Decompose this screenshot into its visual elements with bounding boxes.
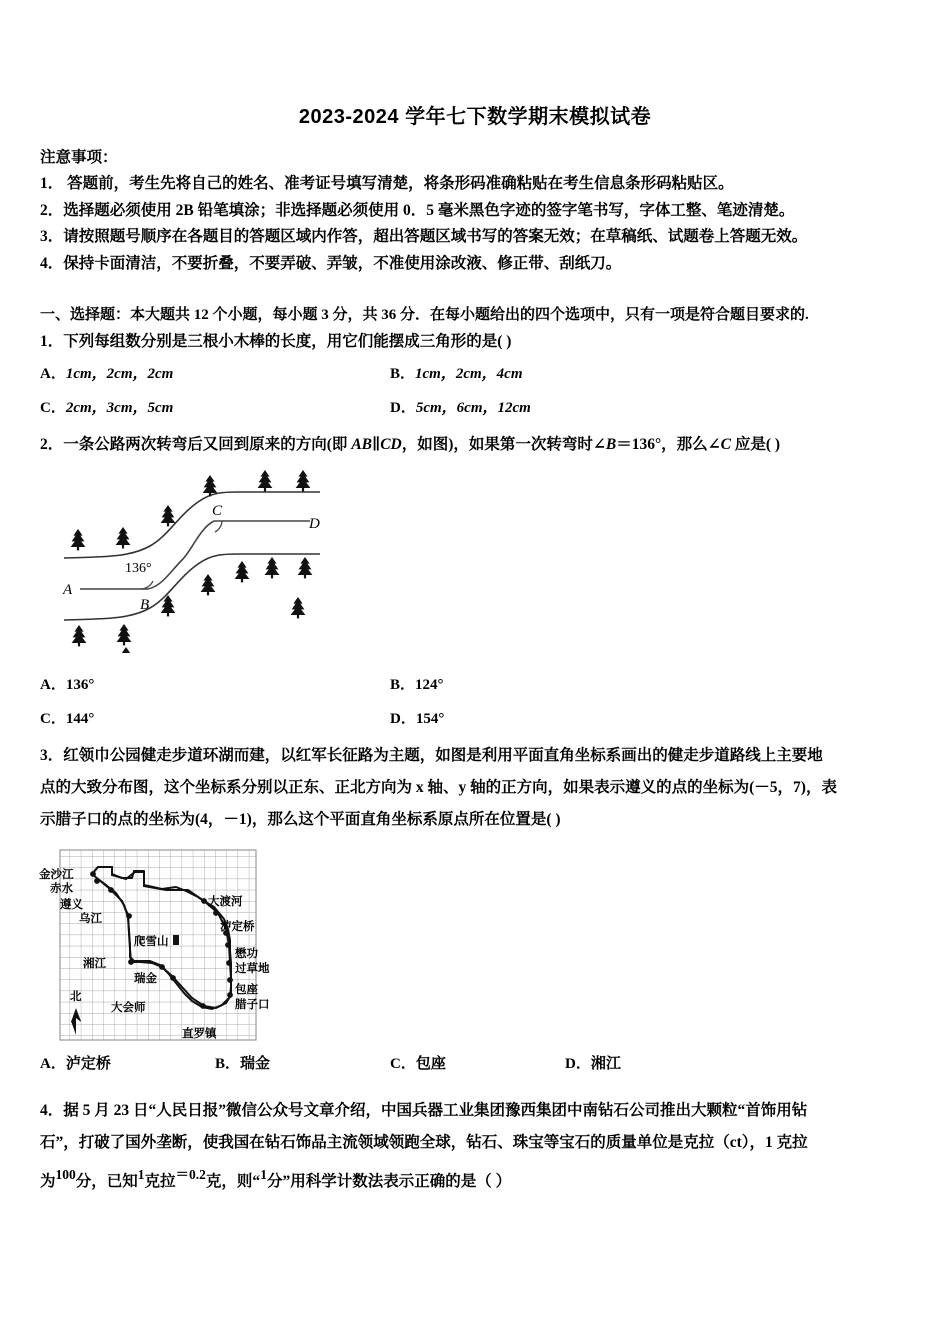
map-label-maogong: 懋功	[235, 948, 258, 960]
map-label-baozuo: 包座	[235, 984, 258, 996]
map-label-guocaodi: 过草地	[235, 963, 270, 975]
q3-line-2	[40, 772, 935, 804]
option-1-A[interactable]	[40, 357, 390, 391]
question-1-options	[40, 357, 740, 425]
question-1-text: 下列每组数分别是三根小木棒的长度，用它们能摆成三角形的是( )	[63, 333, 512, 350]
map-label-zhiluozhen: 直罗镇	[182, 1028, 217, 1040]
option-text: 136°	[65, 677, 95, 693]
q2-part-c: ＝136°，那么∠	[616, 436, 721, 453]
q4-p4: 克，则“	[205, 1173, 261, 1190]
option-2-B[interactable]	[390, 668, 740, 702]
question-1-number: 1．	[40, 333, 64, 350]
notice-item-4: 4．保持卡面清洁，不要折叠，不要弄破、弄皱，不准使用涂改液、修正带、刮纸刀。	[40, 254, 622, 272]
option-label: A．	[40, 1056, 66, 1072]
option-text: 包座	[415, 1056, 446, 1072]
notice-block	[40, 145, 920, 277]
option-label: C．	[390, 1056, 416, 1072]
option-text: 144°	[65, 711, 95, 727]
question-4-number: 4．	[40, 1102, 64, 1119]
option-text: 1cm，2cm，2cm	[65, 366, 174, 382]
map-label-wujiang: 乌江	[79, 913, 102, 925]
page-title: 2023-2024 学年七下数学期末模拟试卷	[298, 106, 652, 128]
question-1-stem	[40, 327, 930, 357]
option-label: C．	[40, 400, 66, 416]
q4-text-2: 石”，打破了国外垄断，使我国在钻石饰品主流领域领跑全球，钻石、珠宝等宝石的质量单位是克拉（ct），1 克拉	[40, 1134, 808, 1151]
option-label: D．	[390, 711, 416, 727]
option-3-D[interactable]	[565, 1052, 621, 1073]
question-2-options	[40, 668, 740, 736]
q3-text-3: 示腊子口的点的坐标为(4，－1)，那么这个平面直角坐标系原点所在位置是( )	[40, 811, 561, 828]
long-march-grid-map	[36, 845, 286, 1045]
option-text: 5cm，6cm，12cm	[415, 400, 531, 416]
svg-text:D: D	[309, 516, 320, 532]
option-label: B．	[390, 677, 416, 693]
option-3-C[interactable]	[390, 1052, 565, 1073]
q4-p3: 克拉	[144, 1173, 176, 1190]
option-row	[40, 391, 740, 425]
q4-line-3	[40, 1159, 935, 1205]
map-label-ludingqiao: 泸定桥	[220, 921, 255, 933]
option-3-A[interactable]	[40, 1052, 215, 1073]
option-text: 124°	[415, 677, 444, 693]
q3-line-3	[40, 804, 935, 836]
q3-text-1: 红领巾公园健走步道环湖而建，以红军长征路为主题，如图是利用平面直角坐标系画出的健走步道路线上主要地	[63, 747, 823, 764]
option-1-D[interactable]	[390, 391, 740, 425]
q4-text-1: 据 5 月 23 日“人民日报”微信公众号文章介绍，中国兵器工业集团豫西集团中南钻石公司推出大颗粒“首饰用钻	[63, 1102, 808, 1119]
option-text: 154°	[415, 711, 445, 727]
map-label-ruijin: 瑞金	[134, 973, 157, 985]
q4-line-1	[40, 1095, 935, 1127]
option-label: B．	[390, 366, 416, 382]
option-label: A．	[40, 366, 66, 382]
option-row	[40, 357, 740, 391]
map-label-jinshajiang: 金沙江	[39, 869, 74, 881]
q4-line-2	[40, 1127, 935, 1159]
option-1-C[interactable]	[40, 391, 390, 425]
q4-sup-100: 100	[55, 1167, 76, 1182]
q4-p5: 分”用科学计数法表示正确的是（ ）	[266, 1173, 512, 1190]
option-label: A．	[40, 677, 66, 693]
question-4-stem	[40, 1095, 935, 1205]
q2-part-d: 应是( )	[731, 436, 781, 453]
notice-item-1: 1． 答题前，考生先将自己的姓名、准考证号填写清楚，将条形码准确粘贴在考生信息条形码粘贴区。	[40, 175, 734, 192]
q2-italic-c: C	[720, 436, 732, 453]
map-label-dahuishi: 大会师	[111, 1002, 146, 1014]
q4-sup-eq02: ＝0.2	[175, 1167, 206, 1182]
option-label: D．	[565, 1056, 591, 1072]
option-2-A[interactable]	[40, 668, 390, 702]
question-3-options	[40, 1052, 740, 1073]
q3-text-2: 点的大致分布图，这个坐标系分别以正东、正北方向为 x 轴、y 轴的正方向，如果表示遵义的点的坐标为(－5，7)，表	[40, 779, 837, 796]
option-text: 泸定桥	[65, 1056, 111, 1072]
option-2-D[interactable]	[390, 702, 740, 736]
option-1-B[interactable]	[390, 357, 740, 391]
q4-p1: 为	[40, 1173, 56, 1190]
svg-text:B: B	[140, 597, 150, 613]
option-label: B．	[215, 1056, 241, 1072]
notice-heading: 注意事项：	[40, 149, 118, 166]
q2-part-b: ，如图)，如果第一次转弯时∠	[401, 436, 606, 453]
q3-line-1	[40, 740, 935, 772]
q4-sup-1a: 1	[137, 1167, 145, 1182]
question-2-stem	[40, 430, 935, 460]
q4-p2: 分，已知	[75, 1173, 138, 1190]
svg-text:136°: 136°	[125, 561, 152, 576]
road-turns-diagram	[52, 468, 362, 653]
q2-italic-abcd: AB∥CD	[351, 436, 402, 453]
q2-italic-b: B	[605, 436, 617, 453]
option-3-B[interactable]	[215, 1052, 390, 1073]
option-text: 湘江	[590, 1056, 621, 1072]
notice-item-3: 3．请按照题号顺序在各题目的答题区域内作答，超出答题区域书写的答案无效；在草稿纸、试题卷上答题无效。	[40, 228, 808, 245]
option-text: 瑞金	[240, 1056, 271, 1072]
map-label-zunyi: 遵义	[60, 899, 83, 911]
map-label-lazikou: 腊子口	[235, 999, 270, 1011]
section-heading: 一、选择题：本大题共 12 个小题，每小题 3 分，共 36 分．在每小题给出的四个选项中，只有一项是符合题目要求的.	[40, 307, 809, 323]
q4-sup-1b: 1	[260, 1167, 267, 1182]
notice-item-2: 2．选择题必须使用 2B 铅笔填涂；非选择题必须使用 0．5 毫米黑色字迹的签字笔书写，字体工整、笔迹清楚。	[40, 201, 795, 219]
map-label-chishui: 赤水	[50, 883, 73, 895]
map-label-north: 北	[70, 991, 82, 1003]
option-label: C．	[40, 711, 66, 727]
map-label-dadhe: 大渡河	[208, 896, 243, 908]
svg-text:A: A	[63, 582, 73, 598]
q2-part-a: 一条公路两次转弯后又回到原来的方向(即	[63, 436, 352, 453]
map-label-paxueshan: 爬雪山	[134, 936, 169, 948]
svg-text:C: C	[212, 503, 223, 519]
option-row	[40, 702, 740, 736]
option-label: D．	[390, 400, 416, 416]
question-3-stem	[40, 740, 935, 836]
map-label-xiangjiang: 湘江	[83, 958, 106, 970]
option-text: 1cm，2cm，4cm	[415, 366, 523, 382]
question-3-number: 3．	[40, 747, 64, 764]
question-2-number: 2．	[40, 436, 64, 453]
option-2-C[interactable]	[40, 702, 390, 736]
option-text: 2cm，3cm，5cm	[65, 400, 174, 416]
option-row	[40, 668, 740, 702]
